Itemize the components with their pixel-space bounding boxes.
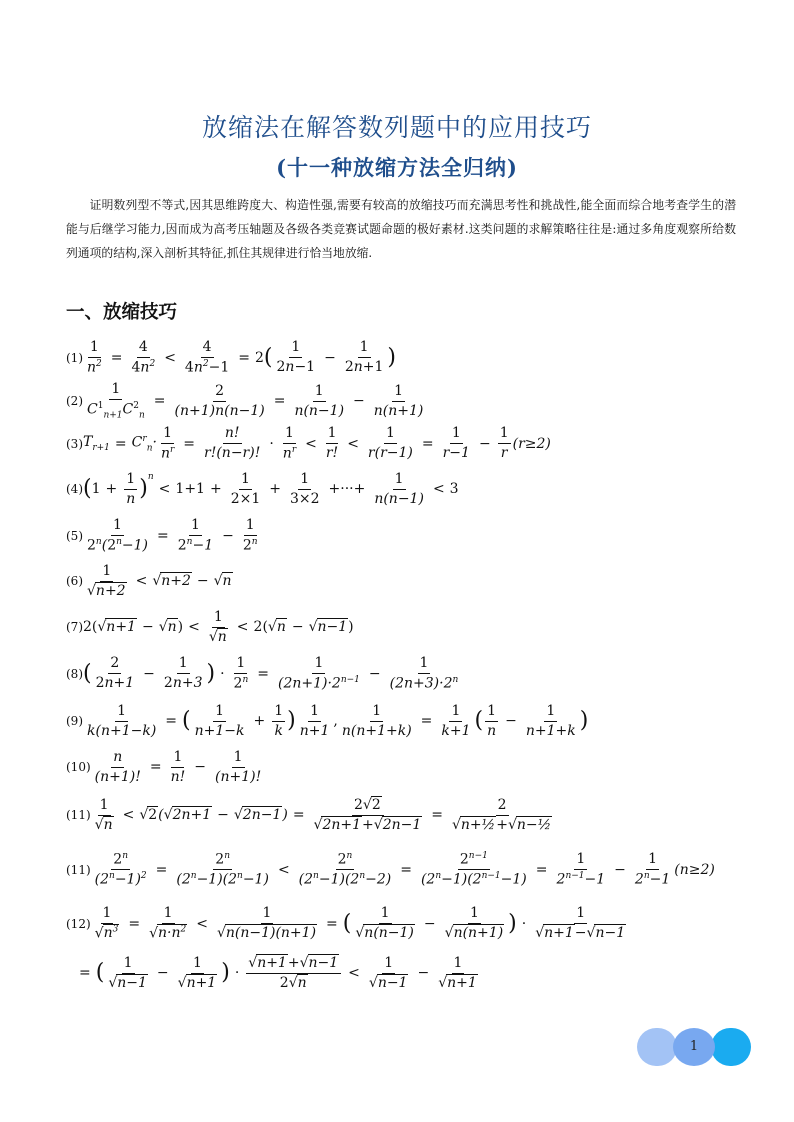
formula-2: (2) $\frac{1}{C^1_{n+1}C^2_n}$ = $\frac{2}{(n+1)n(n-1)}$ = $\frac{1}{n(n-1)}$ − $\frac{1}{n(n+1)}$: [66, 381, 424, 421]
formula-label: (11): [66, 862, 91, 877]
formula-label: (2): [66, 394, 83, 409]
formula-10: (10) $\frac{n}{(n+1)!}$ = $\frac{1}{n!}$ − $\frac{1}{(n+1)!}$: [66, 749, 262, 785]
formula-6: (6) 1 √n+2 < √n+2 − √n: [66, 563, 232, 599]
page-subtitle: (十一种放缩方法全归纳): [276, 155, 518, 180]
page-number: 1: [689, 1039, 699, 1054]
formula-label: (11): [66, 808, 91, 823]
section-heading: 一、放缩技巧: [66, 302, 178, 323]
page-title: 放缩法在解答数列题中的应用技巧: [201, 113, 592, 142]
formula-1: (1) $\frac{1}{n^2}$ = $\frac{4}{4n^2}$ < $\frac{4}{4n^2-1}$ = 2 ( 1 2n−1 − $\frac{1}{2n+1}$ ): [66, 339, 397, 376]
formula-4: (4) ( 1 + $\frac{1}{n}$ ) $^n$ < 1+1 + $\frac{1}{2\times 1}$ + $\frac{1}{3\times 2}$ +···+ $\frac{1}{n(n-1)}$ < 3: [66, 471, 459, 507]
formula-label: (9): [66, 714, 83, 729]
formula-label: (7): [66, 620, 83, 635]
formula-11b: (11) $\frac{2^n}{(2^n-1)^2}$ = $\frac{2^n}{(2^n-1)(2^n-1)}$ < $\frac{2^n}{(2^n-1)(2^n-2)}$ = $\frac{2^{n-1}}{(2^n-1)(2^{n-1}-1)}$ = $\frac{1}{2^{n-1}-1}$ − $\frac{1}{2^n-1}$ (n≥2): [66, 851, 715, 888]
formula-11a: (11) 1 √n < √2(√2n+1 − √2n−1) = $\frac{2√2}{√2n+1+√2n-1}$ = $\frac{2}{\text{√n+½+√n−½}}$: [66, 797, 552, 833]
formula-12-continued: = ( 1 √n−1 − $\frac{1}{√n+1}$ ) · √n+1+√n−1 2√n < 1 √n−1 − $\frac{1}{√n+1}$: [79, 955, 477, 991]
formula-label: (3): [66, 436, 83, 451]
formula-label: (6): [66, 574, 83, 589]
formula-8: (8) ( 2 2n+1 − $\frac{1}{2n+3}$ ) · $\frac{1}{2^n}$ = $\frac{1}{(2n+1)\cdot 2^{n-1}}$ − $\frac{1}{(2n+3)\cdot 2^n}$: [66, 655, 459, 692]
formula-12: (12) $\frac{1}{√n^3}$ = $\frac{1}{√n\cdot n^2}$ < $\frac{1}{√n(n-1)(n+1)}$ = ( 1 √n(n−1) − $\frac{1}{√n(n+1)}$ ) · 1 √n+1−√n−1: [66, 905, 626, 942]
formula-9: (9) $\frac{1}{k(n+1-k)}$ = ( 1 n+1−k + $\frac{1}{k}$ ) 1 n+1 , $\frac{1}{n(n+1+k)}$ = $\frac{1}{k+1}$ ( 1 n − $\frac{1}{n+1+k}$ ): [66, 703, 589, 739]
formula-label: (4): [66, 482, 83, 497]
intro-paragraph: 证明数列型不等式,因其思维跨度大、构造性强,需要有较高的放缩技巧而充满思考性和挑战性,能全面而综合地考查学生的潜能与后继学习能力,因而成为高考压轴题及各级各类竞赛试题命题的极好素材.这类问题的求解策略往往是:通过多角度观察所给数列通项的结构,深入剖析其特征,抓住其规律进行恰当地放缩.: [66, 198, 736, 260]
formula-3: (3) $T_{r+1}$ = $C^r_n\cdot$ $\frac{1}{n^r}$ = $\frac{n!}{r!(n-r)!}$ · 1 $n^r$ < 1 r! < $\frac{1}{r(r-1)}$ = $\frac{1}{r-1}$ − $\frac{1}{r}$ (r≥2): [66, 425, 551, 462]
formula-label: (8): [66, 666, 83, 681]
formula-label: (10): [66, 760, 91, 775]
formula-label: (1): [66, 350, 83, 365]
formula-label: (12): [66, 916, 91, 931]
page-badge-right: [711, 1028, 751, 1066]
page-badge-left: [637, 1028, 677, 1066]
formula-label: (5): [66, 528, 83, 543]
formula-5: (5) $\frac{1}{2^n(2^n-1)}$ = $\frac{1}{2^n-1}$ − $\frac{1}{2^n}$: [66, 517, 258, 554]
formula-7: (7) 2( √n+1 − √n ) < 1 √n < 2( √n − √n−1 ): [66, 609, 354, 645]
